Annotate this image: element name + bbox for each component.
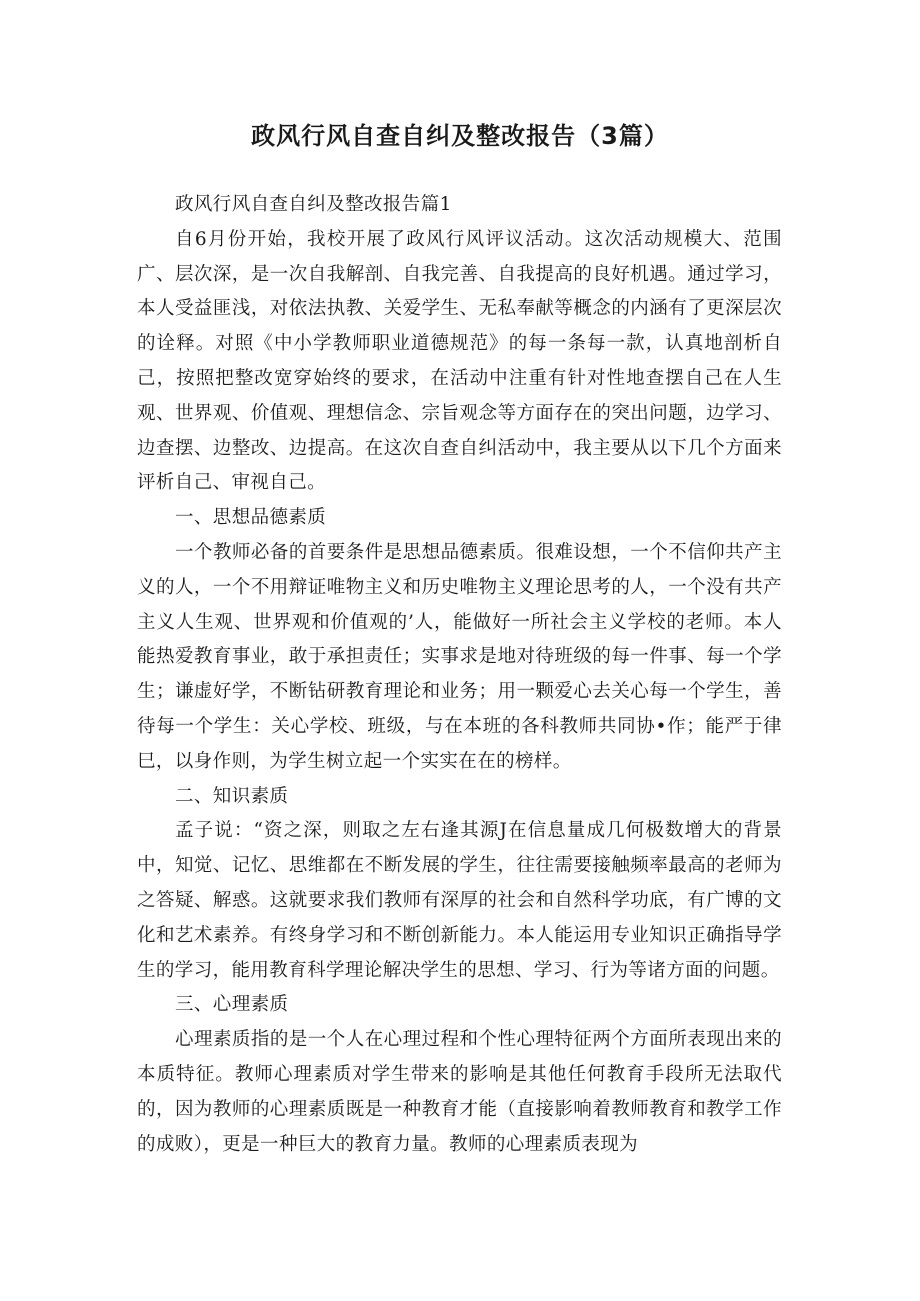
document-title: 政风行风自查自纠及整改报告（3篇）: [251, 122, 669, 150]
section-heading-psychology: 三、心理素质: [175, 994, 289, 1016]
intro-paragraph: 自6月份开始，我校开展了政风行风评议活动。这次活动规模大、范围广、层次深，是一次自我解剖、自我完善、自我提高的良好机遇。通过学习，本人受益匪浅，对依法执教、关爱学生、无私奉献等概念的内涵有了更深层次的诠释。对照《中小学教师职业道德规范》的每一条每一款，认真地剖析自己，按照把整改宽穿始终的要求，在活动中注重有针对性地查摆自己在人生观、世界观、价值观、理想信念、宗旨观念等方面存在的突出问题，边学习、边查摆、边整改、边提高。在这次自查自纠活动中，我主要从以下几个方面来评析自己、审视自己。: [137, 228, 782, 494]
article-subtitle: 政风行风自查自纠及整改报告篇1: [175, 194, 452, 215]
section-paragraph-knowledge: 孟子说：“资之深，则取之左右逢其源J在信息量成几何极数增大的背景中，知觉、记忆、思维都在不断发展的学生，往往需要接触频率最高的老师为之答疑、解惑。这就要求我们教师有深厚的社会和自然科学功底，有广博的文化和艺术素养。有终身学习和不断创新能力。本人能运用专业知识正确指导学生的学习，能用教育科学理论解决学生的思想、学习、行为等诸方面的问题。: [137, 820, 782, 981]
section-heading-moral: 一、思想品德素质: [175, 507, 327, 529]
document-body: [137, 188, 782, 1162]
section-heading-knowledge: 二、知识素质: [175, 785, 289, 807]
section-paragraph-psychology: 心理素质指的是一个人在心理过程和个性心理特征两个方面所表现出来的本质特征。教师心理素质对学生带来的影响是其他任何教育手段所无法取代的，因为教师的心理素质既是一种教育才能（直接影响着教师教育和教学工作的成败），更是一种巨大的教育力量。教师的心理素质表现为: [137, 1029, 782, 1155]
section-paragraph-moral: 一个教师必备的首要条件是思想品德素质。很难设想，一个不信仰共产主义的人，一个不用辩证唯物主义和历史唯物主义理论思考的人，一个没有共产主义人生观、世界观和价值观的’人，能做好一所社会主义学校的老师。本人能热爱教育事业，敢于承担责任；实事求是地对待班级的每一件事、每一个学生；谦虚好学，不断钻研教育理论和业务；用一颗爱心去关心每一个学生，善待每一个学生：关心学校、班级，与在本班的各科教师共同协•作；能严于律巳，以身作则，为学生树立起一个实实在在的榜样。: [137, 541, 782, 772]
